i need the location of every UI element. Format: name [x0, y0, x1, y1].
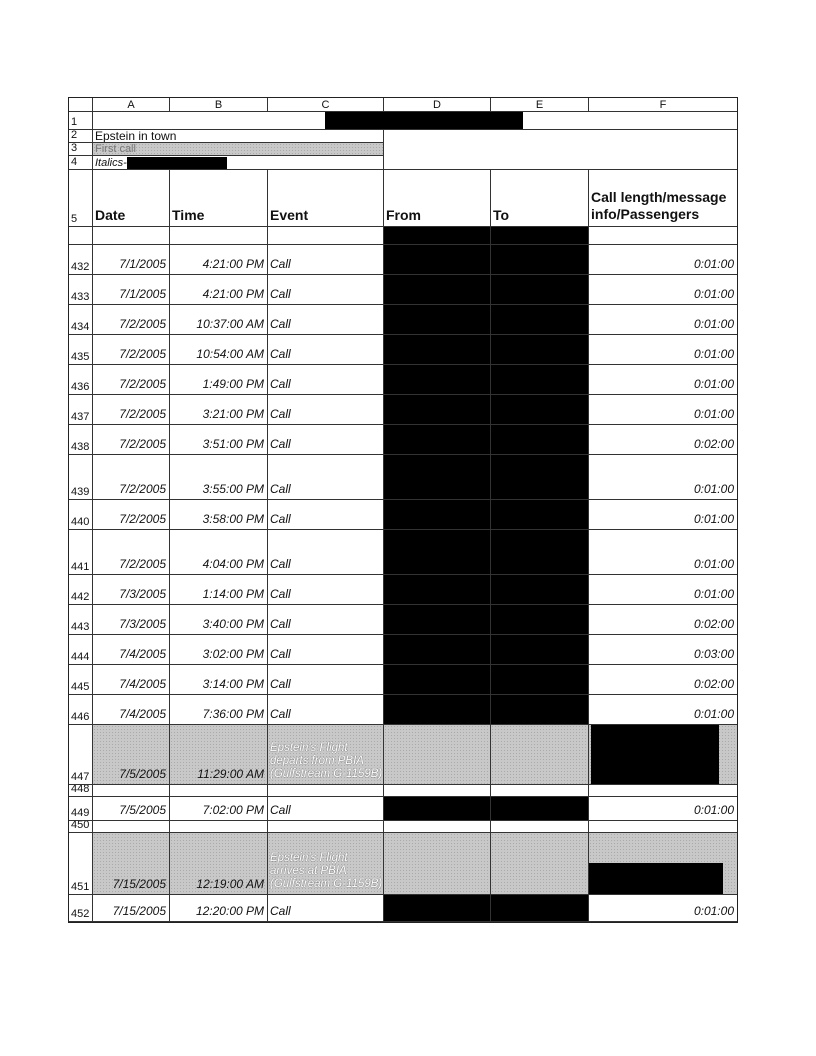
redaction-block	[491, 635, 589, 665]
header-info: Call length/message info/Passengers	[589, 170, 737, 227]
blank-cell	[491, 785, 589, 797]
blank-cell	[384, 785, 491, 797]
column-header-a: A	[93, 98, 170, 112]
blank-cell	[268, 227, 384, 245]
blank-cell	[589, 227, 737, 245]
cell-date: 7/5/2005	[93, 725, 170, 785]
column-header-d: D	[384, 98, 491, 112]
cell-event: Call	[268, 335, 384, 365]
legend-right-blank	[384, 130, 737, 170]
cell-time: 3:21:00 PM	[170, 395, 268, 425]
cell-time: 3:02:00 PM	[170, 635, 268, 665]
row-number: 449	[69, 797, 93, 821]
redaction-block	[491, 605, 589, 635]
cell-date: 7/15/2005	[93, 833, 170, 895]
cell-time: 10:54:00 AM	[170, 335, 268, 365]
redaction-block	[491, 245, 589, 275]
cell-time: 11:29:00 AM	[170, 725, 268, 785]
row-number: 2	[69, 130, 93, 143]
cell-time: 7:02:00 PM	[170, 797, 268, 821]
redaction-block	[384, 665, 491, 695]
cell-info: 0:02:00	[589, 665, 737, 695]
row-number: 440	[69, 500, 93, 530]
cell-time: 4:21:00 PM	[170, 245, 268, 275]
redaction-block	[384, 500, 491, 530]
cell-event: Call	[268, 797, 384, 821]
cell-info: 0:01:00	[589, 455, 737, 500]
redaction-block	[491, 227, 589, 245]
header-from: From	[384, 170, 491, 227]
cell-info: 0:01:00	[589, 305, 737, 335]
cell-date: 7/1/2005	[93, 245, 170, 275]
cell-date: 7/2/2005	[93, 335, 170, 365]
row-number: 436	[69, 365, 93, 395]
row-number: 443	[69, 605, 93, 635]
redaction-block	[491, 695, 589, 725]
cell-info: 0:01:00	[589, 395, 737, 425]
redaction-block	[384, 227, 491, 245]
cell-time: 7:36:00 PM	[170, 695, 268, 725]
header-to: To	[491, 170, 589, 227]
cell-time: 4:21:00 PM	[170, 275, 268, 305]
redaction-block	[384, 455, 491, 500]
cell-event: Call	[268, 455, 384, 500]
cell-date: 7/1/2005	[93, 275, 170, 305]
redaction-block	[384, 575, 491, 605]
cell-info	[589, 833, 737, 895]
cell-event: Epstein's Flight departs from PBIA (Gulfstream G-1159B)	[268, 725, 384, 785]
redaction-block	[491, 305, 589, 335]
cell-date: 7/2/2005	[93, 305, 170, 335]
cell-event: Call	[268, 575, 384, 605]
row-number: 3	[69, 143, 93, 156]
blank-cell	[384, 821, 491, 833]
column-header-f: F	[589, 98, 737, 112]
row-number: 442	[69, 575, 93, 605]
cell-time: 12:20:00 PM	[170, 895, 268, 922]
redaction-block	[384, 245, 491, 275]
row-number: 4	[69, 156, 93, 170]
cell-info: 0:01:00	[589, 895, 737, 922]
spreadsheet-grid	[69, 98, 737, 245]
row-number: 447	[69, 725, 93, 785]
header-date: Date	[93, 170, 170, 227]
blank-cell	[491, 821, 589, 833]
cell-to	[491, 725, 589, 785]
cell-event: Epstein's Flight arrives at PBIA (Gulfstream G-1159B)	[268, 833, 384, 895]
redaction-block	[491, 365, 589, 395]
row-number: 441	[69, 530, 93, 575]
row-number: 439	[69, 455, 93, 500]
row-number: 438	[69, 425, 93, 455]
redaction-block	[491, 530, 589, 575]
cell-info: 0:01:00	[589, 245, 737, 275]
cell-event: Call	[268, 500, 384, 530]
cell-date: 7/4/2005	[93, 695, 170, 725]
row-number: 444	[69, 635, 93, 665]
redaction-block	[491, 275, 589, 305]
cell-event: Call	[268, 635, 384, 665]
redaction-block	[384, 395, 491, 425]
row-1-cell	[93, 112, 737, 130]
header-time: Time	[170, 170, 268, 227]
cell-date: 7/4/2005	[93, 665, 170, 695]
redaction-block	[384, 305, 491, 335]
cell-info	[589, 725, 737, 785]
redaction-block	[491, 425, 589, 455]
cell-date: 7/5/2005	[93, 797, 170, 821]
cell-info: 0:01:00	[589, 500, 737, 530]
redaction-block	[491, 665, 589, 695]
redaction-block	[589, 863, 723, 895]
redaction-block	[384, 275, 491, 305]
blank-cell	[170, 227, 268, 245]
blank-cell	[93, 785, 170, 797]
cell-info: 0:01:00	[589, 335, 737, 365]
cell-event: Call	[268, 245, 384, 275]
row-number: 446	[69, 695, 93, 725]
blank-cell	[170, 821, 268, 833]
redaction-block	[491, 797, 589, 821]
redaction-block	[491, 335, 589, 365]
cell-event: Call	[268, 425, 384, 455]
redaction-block	[384, 425, 491, 455]
redaction-block	[491, 575, 589, 605]
cell-date: 7/15/2005	[93, 895, 170, 922]
cell-info: 0:02:00	[589, 425, 737, 455]
blank-row-number	[69, 227, 93, 245]
row-number: 437	[69, 395, 93, 425]
redaction-block	[384, 530, 491, 575]
row-number: 5	[69, 170, 93, 227]
cell-time: 3:40:00 PM	[170, 605, 268, 635]
cell-time: 10:37:00 AM	[170, 305, 268, 335]
cell-date: 7/3/2005	[93, 575, 170, 605]
spreadsheet	[68, 97, 738, 923]
cell-event: Call	[268, 695, 384, 725]
legend-first-call: First call	[93, 143, 384, 156]
cell-time: 3:51:00 PM	[170, 425, 268, 455]
cell-info: 0:01:00	[589, 695, 737, 725]
cell-from	[384, 725, 491, 785]
cell-event: Call	[268, 395, 384, 425]
blank-cell	[170, 785, 268, 797]
cell-event: Call	[268, 305, 384, 335]
cell-date: 7/2/2005	[93, 455, 170, 500]
blank-cell	[589, 785, 737, 797]
row-number: 448	[69, 785, 93, 797]
cell-event: Call	[268, 895, 384, 922]
row-number: 450	[69, 821, 93, 833]
cell-time: 3:58:00 PM	[170, 500, 268, 530]
cell-info: 0:03:00	[589, 635, 737, 665]
redaction-block	[384, 895, 491, 922]
redaction-block	[384, 365, 491, 395]
cell-event: Call	[268, 530, 384, 575]
redaction-block	[491, 500, 589, 530]
redaction-block	[491, 455, 589, 500]
cell-date: 7/2/2005	[93, 530, 170, 575]
row-number: 452	[69, 895, 93, 922]
row-number: 432	[69, 245, 93, 275]
row-number: 433	[69, 275, 93, 305]
cell-info: 0:01:00	[589, 365, 737, 395]
cell-date: 7/2/2005	[93, 425, 170, 455]
cell-from	[384, 833, 491, 895]
cell-time: 1:49:00 PM	[170, 365, 268, 395]
legend-italics-label: Italics-	[95, 156, 127, 169]
cell-info: 0:01:00	[589, 530, 737, 575]
redaction-block	[384, 695, 491, 725]
row-number: 434	[69, 305, 93, 335]
column-header-e: E	[491, 98, 589, 112]
blank-cell	[93, 227, 170, 245]
column-header-c: C	[268, 98, 384, 112]
cell-time: 3:14:00 PM	[170, 665, 268, 695]
redaction-block	[491, 895, 589, 922]
cell-time: 12:19:00 AM	[170, 833, 268, 895]
redaction-block	[325, 112, 523, 130]
blank-cell	[589, 821, 737, 833]
tail-rows	[69, 725, 737, 922]
cell-date: 7/4/2005	[93, 635, 170, 665]
cell-date: 7/3/2005	[93, 605, 170, 635]
redaction-block	[491, 395, 589, 425]
call-rows	[69, 245, 737, 725]
redaction-block	[384, 797, 491, 821]
row-number: 451	[69, 833, 93, 895]
cell-info: 0:01:00	[589, 797, 737, 821]
header-event: Event	[268, 170, 384, 227]
cell-time: 1:14:00 PM	[170, 575, 268, 605]
row-number: 1	[69, 112, 93, 130]
redaction-block	[127, 157, 227, 169]
cell-info: 0:01:00	[589, 275, 737, 305]
row-number: 435	[69, 335, 93, 365]
redaction-block	[384, 635, 491, 665]
cell-info: 0:01:00	[589, 575, 737, 605]
cell-event: Call	[268, 275, 384, 305]
cell-date: 7/2/2005	[93, 365, 170, 395]
redaction-block	[384, 335, 491, 365]
legend-epstein-in-town: Epstein in town	[93, 130, 384, 143]
blank-cell	[268, 821, 384, 833]
column-header-b: B	[170, 98, 268, 112]
row-number: 445	[69, 665, 93, 695]
cell-event: Call	[268, 365, 384, 395]
blank-cell	[268, 785, 384, 797]
cell-event: Call	[268, 665, 384, 695]
redaction-block	[384, 605, 491, 635]
cell-info: 0:02:00	[589, 605, 737, 635]
cell-date: 7/2/2005	[93, 500, 170, 530]
redaction-block	[591, 725, 719, 785]
cell-event: Call	[268, 605, 384, 635]
cell-time: 4:04:00 PM	[170, 530, 268, 575]
blank-cell	[93, 821, 170, 833]
corner-cell	[69, 98, 93, 112]
legend-italics	[93, 156, 384, 170]
cell-time: 3:55:00 PM	[170, 455, 268, 500]
cell-to	[491, 833, 589, 895]
cell-date: 7/2/2005	[93, 395, 170, 425]
